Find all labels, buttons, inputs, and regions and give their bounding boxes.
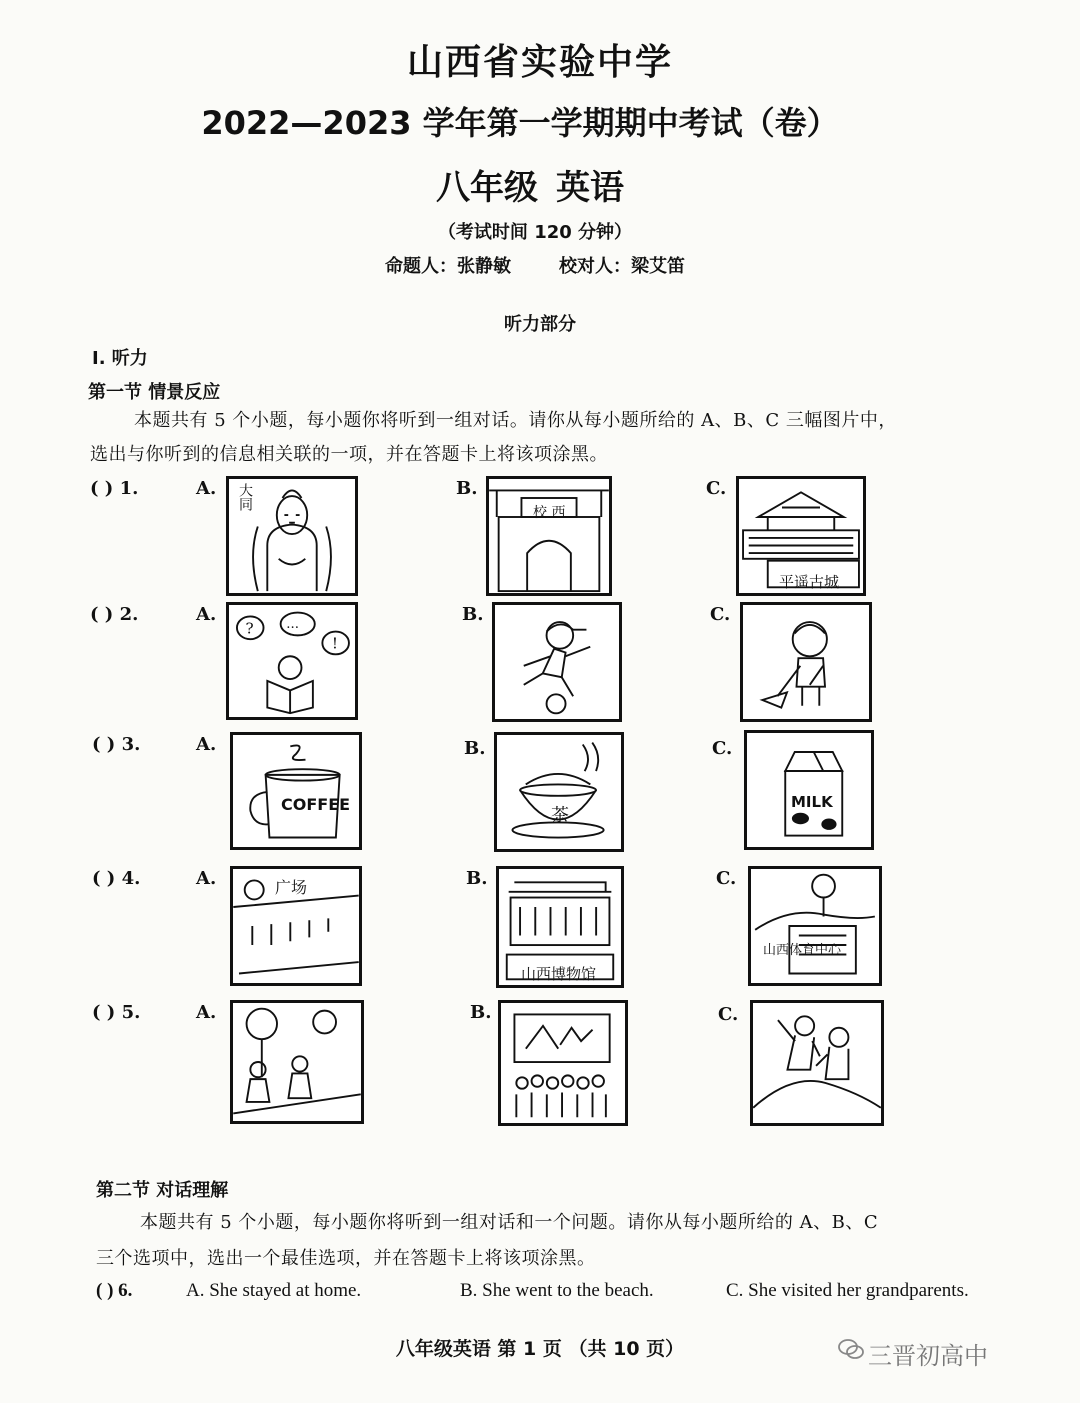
question-2-prefix: ( ) 2. (90, 604, 139, 625)
exam-title: 2022—2023 学年第一学期期中考试（卷） (201, 104, 839, 142)
museum-building-icon (496, 866, 624, 988)
grade-subject (0, 160, 1060, 209)
pic-1b-text: 校 西 (533, 505, 566, 521)
question-3-prefix: ( ) 3. (92, 734, 141, 755)
boy-sweeping-icon (740, 602, 872, 722)
pic-4b-text: 山西博物馆 (521, 965, 597, 983)
question-4-prefix: ( ) 4. (92, 868, 141, 889)
pic-4c-text: 山西体育中心 (763, 943, 842, 958)
pic-3c-text: MILK (791, 793, 833, 811)
question-4-option-c-label: C. (716, 868, 737, 889)
pic-3b-text: 茶 (551, 805, 569, 826)
pic-4a-text: 广场 (275, 878, 308, 897)
question-6-option-c: C. She visited her grandparents. (726, 1280, 969, 1301)
authors-line (0, 252, 1070, 278)
sec1-instructions-line1: 本题共有 5 个小题，每小题你将听到一组对话。请你从每小题所给的 A、B、C 三幅图片中， (134, 410, 897, 431)
exam-duration: （考试时间 120 分钟） (437, 222, 633, 243)
question-4-option-b-label: B. (466, 868, 488, 889)
question-1-option-c-label: C. (706, 478, 727, 499)
section-title: I. 听力 (92, 348, 148, 369)
svg-text:!: ! (331, 634, 338, 653)
question-2-option-a-label: A. (196, 604, 217, 625)
tea-cup-icon (494, 732, 624, 852)
pic-1c-text: 平遥古城 (779, 573, 840, 591)
part-title: 听力部分 (504, 314, 576, 335)
milk-carton-icon (744, 730, 874, 850)
question-6-prefix: ( ) 6. (96, 1280, 133, 1301)
grade-label: 八年级 (436, 168, 538, 208)
author-label: 命题人：张静敏 (385, 256, 511, 277)
ancient-city-wall-icon (736, 476, 866, 596)
question-6-option-a: A. She stayed at home. (186, 1280, 362, 1301)
question-4-option-a-label: A. (196, 868, 217, 889)
question-2-option-c-label: C. (710, 604, 731, 625)
pic-1a-text: 大同 (237, 483, 253, 511)
mountain-climbers-icon (750, 1000, 884, 1126)
school-name: 山西省实验中学 (406, 42, 673, 83)
boy-reading-icon (226, 602, 358, 720)
coffee-mug-icon (230, 732, 362, 850)
question-3-option-c-label: C. (712, 738, 733, 759)
question-1-prefix: ( ) 1. (90, 478, 139, 499)
subject-label: 英语 (556, 168, 624, 208)
question-3-option-b-label: B. (464, 738, 486, 759)
svg-text:...: ... (286, 616, 299, 632)
boy-playing-football-icon (492, 602, 622, 722)
concert-crowd-icon (498, 1000, 628, 1126)
page-footer: 八年级英语 第 1 页 （共 10 页） (395, 1338, 685, 1360)
sec1-title: 第一节 情景反应 (88, 382, 221, 403)
question-1-option-b-label: B. (456, 478, 478, 499)
sec2-instructions-line1: 本题共有 5 个小题，每小题你将听到一组对话和一个问题。请你从每小题所给的 A、B、C (140, 1212, 879, 1233)
picnic-under-tree-icon (230, 1000, 364, 1124)
wechat-icon (838, 1338, 864, 1360)
stadium-icon (748, 866, 882, 986)
checker-label: 校对人：梁艾笛 (559, 256, 685, 277)
question-1-option-a-label: A. (196, 478, 217, 499)
buddha-statue-icon (226, 476, 358, 596)
sec2-instructions-line2: 三个选项中，选出一个最佳选项，并在答题卡上将该项涂黑。 (96, 1248, 596, 1269)
square-building-icon (230, 866, 362, 986)
city-gate-icon (486, 476, 612, 596)
question-2-option-b-label: B. (462, 604, 484, 625)
pic-3a-text: COFFEE (281, 795, 351, 814)
question-6-option-b: B. She went to the beach. (460, 1280, 654, 1301)
question-5-option-b-label: B. (470, 1002, 492, 1023)
question-5-prefix: ( ) 5. (92, 1002, 141, 1023)
question-3-option-a-label: A. (196, 734, 217, 755)
sec2-title: 第二节 对话理解 (96, 1180, 229, 1201)
watermark-text: 三晋初高中 (868, 1342, 988, 1370)
svg-text:?: ? (245, 619, 254, 638)
sec1-instructions-line2: 选出与你听到的信息相关联的一项，并在答题卡上将该项涂黑。 (90, 444, 608, 465)
question-5-option-c-label: C. (718, 1004, 739, 1025)
question-5-option-a-label: A. (196, 1002, 217, 1023)
